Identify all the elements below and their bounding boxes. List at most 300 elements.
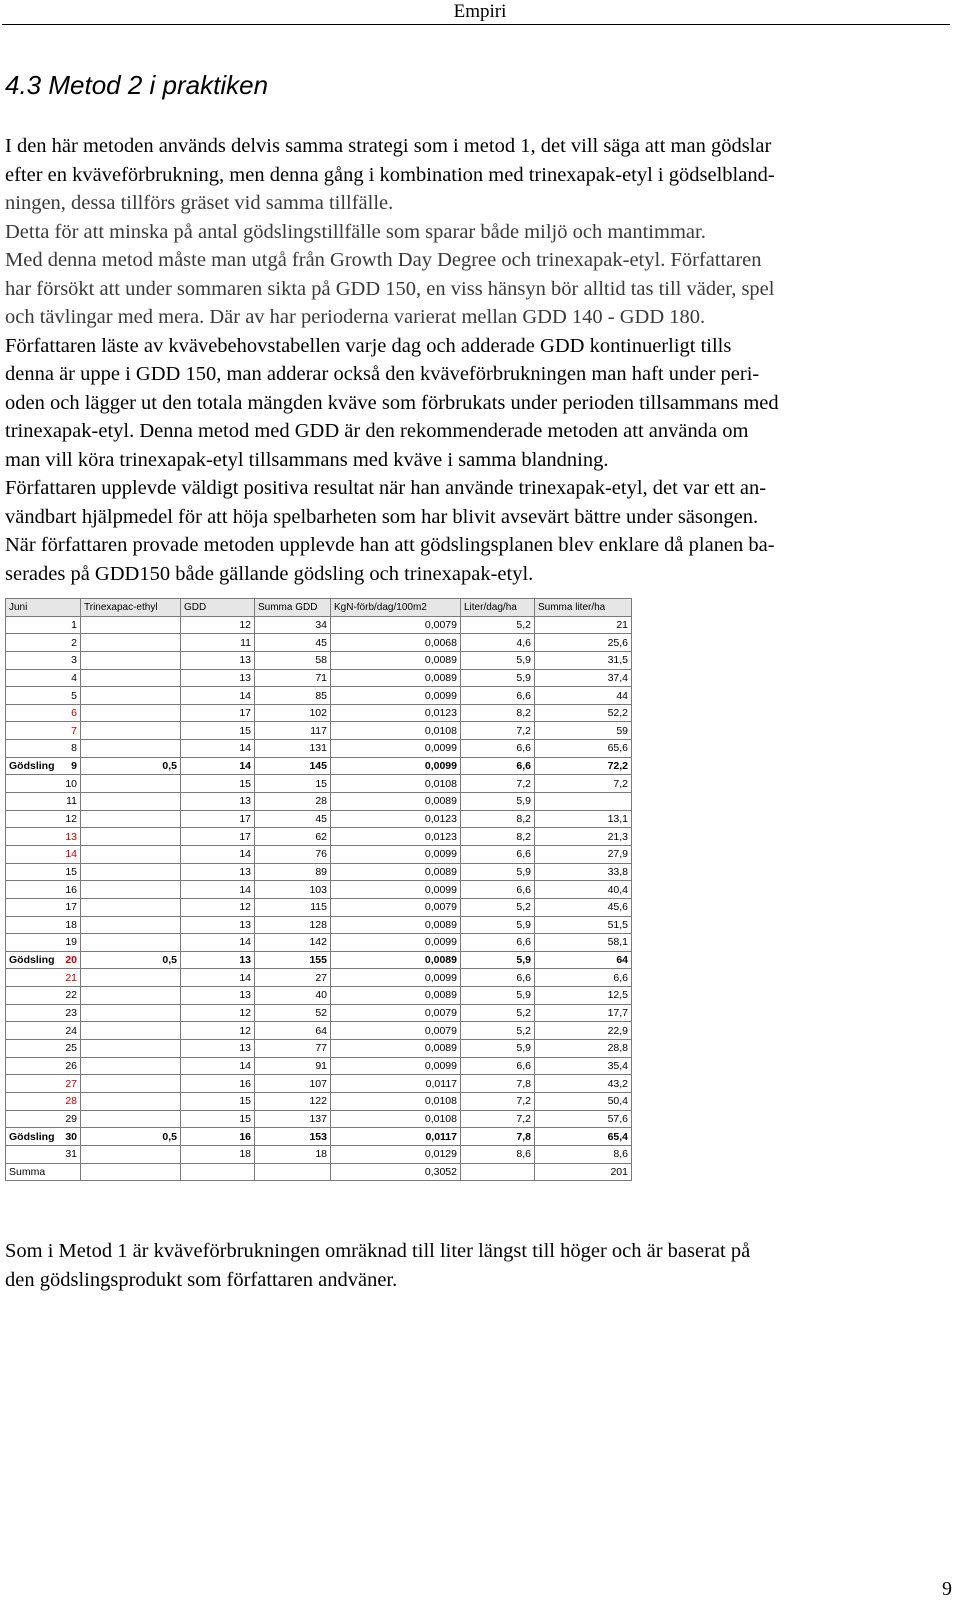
table-row: [6, 651, 632, 669]
day-cell: [6, 810, 81, 828]
day-number: 14: [65, 848, 77, 861]
summa-liter-cell: [535, 793, 632, 811]
day-cell: [6, 916, 81, 934]
gdd-cell: 14: [181, 845, 255, 863]
column-header: Summa GDD: [255, 599, 331, 617]
summary-row: [6, 1163, 632, 1181]
text-line: Författaren läste av kvävebehovstabellen varje dag och adderade GDD kontinuerligt tills: [5, 334, 732, 357]
summa-liter-cell: 58,1: [535, 934, 632, 952]
day-number: 2: [71, 636, 77, 649]
day-number: 30: [65, 1130, 77, 1143]
trinexapac-cell: [81, 934, 181, 952]
kgn-cell: 0,0089: [331, 951, 461, 969]
table-row: [6, 1092, 632, 1110]
day-number: 16: [65, 883, 77, 896]
day-cell: [6, 1022, 81, 1040]
day-number: 23: [65, 1007, 77, 1020]
gdd-cell: 11: [181, 634, 255, 652]
trinexapac-cell: [81, 1004, 181, 1022]
table-row: [6, 793, 632, 811]
liter-cell: 5,9: [461, 916, 535, 934]
day-number: 12: [65, 813, 77, 825]
trinexapac-cell: 0,5: [81, 1128, 181, 1146]
text-line: vändbart hjälpmedel för att höja spelbarheten som har blivit avsevärt bättre under säsongen.: [5, 505, 759, 528]
day-cell: [6, 775, 81, 793]
day-number: 20: [65, 954, 77, 967]
summa-liter-cell: 65,4: [535, 1128, 632, 1146]
table-row: [6, 775, 632, 793]
gdd-cell: 15: [181, 1092, 255, 1110]
summary-cell: 201: [535, 1163, 632, 1181]
day-cell: [6, 722, 81, 740]
trinexapac-cell: [81, 616, 181, 634]
method-description-paragraph: [5, 132, 955, 588]
page-number: 9: [942, 1578, 952, 1600]
summa-liter-cell: 50,4: [535, 1092, 632, 1110]
kgn-cell: 0,0099: [331, 740, 461, 758]
summa-gdd-cell: 142: [255, 934, 331, 952]
day-cell: [6, 1057, 81, 1075]
summa-gdd-cell: 45: [255, 810, 331, 828]
liter-cell: 7,2: [461, 1092, 535, 1110]
section-heading: 4.3 Metod 2 i praktiken: [5, 70, 269, 100]
trinexapac-cell: 0,5: [81, 757, 181, 775]
table-row: [6, 704, 632, 722]
liter-cell: 7,8: [461, 1075, 535, 1093]
trinexapac-cell: [81, 634, 181, 652]
gdd-cell: 14: [181, 881, 255, 899]
gdd-cell: 13: [181, 793, 255, 811]
summa-liter-cell: 45,6: [535, 898, 632, 916]
kgn-cell: 0,0099: [331, 845, 461, 863]
summa-liter-cell: 21,3: [535, 828, 632, 846]
table-row: [6, 987, 632, 1005]
liter-cell: 5,9: [461, 863, 535, 881]
table-row: [6, 863, 632, 881]
trinexapac-cell: [81, 863, 181, 881]
day-number: 29: [65, 1112, 77, 1125]
summa-gdd-cell: 85: [255, 687, 331, 705]
kgn-cell: 0,0123: [331, 810, 461, 828]
fertilization-table: [5, 598, 632, 1181]
kgn-cell: 0,0089: [331, 793, 461, 811]
table-row: [6, 1004, 632, 1022]
gdd-cell: 15: [181, 1110, 255, 1128]
day-number: 5: [71, 689, 77, 702]
summa-gdd-cell: 102: [255, 704, 331, 722]
liter-cell: 6,6: [461, 934, 535, 952]
kgn-cell: 0,0108: [331, 1110, 461, 1128]
trinexapac-cell: [81, 740, 181, 758]
kgn-cell: 0,0099: [331, 757, 461, 775]
day-number: 22: [65, 989, 77, 1002]
column-header: GDD: [181, 599, 255, 617]
day-cell: [6, 845, 81, 863]
liter-cell: 8,2: [461, 704, 535, 722]
summa-liter-cell: 12,5: [535, 987, 632, 1005]
trinexapac-cell: [81, 651, 181, 669]
liter-cell: 5,9: [461, 987, 535, 1005]
day-cell: [6, 1110, 81, 1128]
text-line: den gödslingsprodukt som författaren andväner.: [5, 1268, 398, 1291]
summa-liter-cell: 64: [535, 951, 632, 969]
trinexapac-cell: [81, 1145, 181, 1163]
summa-gdd-cell: 71: [255, 669, 331, 687]
gdd-cell: 13: [181, 987, 255, 1005]
summa-liter-cell: 31,5: [535, 651, 632, 669]
day-number: 10: [65, 777, 77, 790]
trinexapac-cell: [81, 1092, 181, 1110]
gdd-cell: 13: [181, 651, 255, 669]
gdd-cell: 16: [181, 1075, 255, 1093]
summa-liter-cell: 8,6: [535, 1145, 632, 1163]
text-line: efter en kväveförbrukning, men denna gång i kombination med trinexapak-etyl i gödselbland-: [5, 163, 775, 186]
summa-gdd-cell: 62: [255, 828, 331, 846]
summa-liter-cell: 51,5: [535, 916, 632, 934]
kgn-cell: 0,0099: [331, 881, 461, 899]
day-cell: [6, 740, 81, 758]
gdd-cell: 13: [181, 1040, 255, 1058]
gdd-cell: 13: [181, 863, 255, 881]
trinexapac-cell: [81, 1040, 181, 1058]
trinexapac-cell: [81, 1075, 181, 1093]
kgn-cell: 0,0108: [331, 722, 461, 740]
kgn-cell: 0,0079: [331, 616, 461, 634]
liter-cell: 5,9: [461, 651, 535, 669]
gdd-cell: 12: [181, 616, 255, 634]
kgn-cell: 0,0079: [331, 898, 461, 916]
kgn-cell: 0,0108: [331, 1092, 461, 1110]
text-line: Som i Metod 1 är kväveförbrukningen omräknad till liter längst till höger och är baserat på: [5, 1240, 751, 1262]
kgn-cell: 0,0117: [331, 1128, 461, 1146]
table-row: [6, 898, 632, 916]
column-header: Trinexapac-ethyl: [81, 599, 181, 617]
text-line: trinexapak-etyl. Denna metod med GDD är den rekommenderade metoden att använda om: [5, 420, 749, 442]
trinexapac-cell: [81, 916, 181, 934]
day-number: 11: [66, 795, 77, 808]
gdd-cell: 17: [181, 828, 255, 846]
summa-liter-cell: 28,8: [535, 1040, 632, 1058]
liter-cell: 6,6: [461, 969, 535, 987]
summa-gdd-cell: 122: [255, 1092, 331, 1110]
summa-liter-cell: 65,6: [535, 740, 632, 758]
column-header: Liter/dag/ha: [461, 599, 535, 617]
day-cell: [6, 898, 81, 916]
day-cell: [6, 987, 81, 1005]
summa-liter-cell: 59: [535, 722, 632, 740]
day-number: 18: [65, 918, 77, 931]
text-line: Med denna metod måste man utgå från Growth Day Degree och trinexapak-etyl. Författaren: [5, 249, 762, 271]
day-cell: [6, 881, 81, 899]
table-row: [6, 1057, 632, 1075]
day-number: 27: [65, 1077, 77, 1090]
day-number: 31: [65, 1148, 77, 1161]
summa-gdd-cell: 28: [255, 793, 331, 811]
summa-liter-cell: 72,2: [535, 757, 632, 775]
text-line: Detta för att minska på antal gödslingstillfälle som sparar både miljö och mantimmar.: [5, 220, 706, 243]
day-number: 28: [65, 1095, 77, 1108]
liter-cell: 6,6: [461, 757, 535, 775]
day-number: 9: [71, 760, 77, 773]
table-row: [6, 687, 632, 705]
liter-cell: 7,8: [461, 1128, 535, 1146]
kgn-cell: 0,0099: [331, 969, 461, 987]
gdd-cell: 13: [181, 669, 255, 687]
summa-liter-cell: 40,4: [535, 881, 632, 899]
summa-gdd-cell: 40: [255, 987, 331, 1005]
gdd-cell: 15: [181, 722, 255, 740]
text-line: När författaren provade metoden upplevde han att gödslingsplanen blev enklare då planen ba-: [5, 534, 775, 556]
day-cell: [6, 687, 81, 705]
kgn-cell: 0,0089: [331, 651, 461, 669]
liter-cell: 4,6: [461, 634, 535, 652]
liter-cell: 7,2: [461, 1110, 535, 1128]
kgn-cell: 0,0079: [331, 1004, 461, 1022]
kgn-cell: 0,0117: [331, 1075, 461, 1093]
kgn-cell: 0,0089: [331, 987, 461, 1005]
summa-gdd-cell: 137: [255, 1110, 331, 1128]
gdd-cell: 16: [181, 1128, 255, 1146]
day-cell: [6, 1145, 81, 1163]
kgn-cell: 0,0089: [331, 1040, 461, 1058]
summa-liter-cell: 27,9: [535, 845, 632, 863]
day-cell: [6, 863, 81, 881]
summa-gdd-cell: 103: [255, 881, 331, 899]
liter-cell: 5,9: [461, 951, 535, 969]
day-number: 13: [65, 830, 77, 843]
text-line: man vill köra trinexapak-etyl tillsammans med kväve i samma blandning.: [5, 448, 609, 471]
table-row: [6, 916, 632, 934]
gdd-cell: 13: [181, 916, 255, 934]
day-cell: [6, 828, 81, 846]
summa-gdd-cell: 115: [255, 898, 331, 916]
trinexapac-cell: [81, 704, 181, 722]
liter-cell: 5,2: [461, 1004, 535, 1022]
table-row: [6, 934, 632, 952]
kgn-cell: 0,0089: [331, 916, 461, 934]
trinexapac-cell: [81, 828, 181, 846]
trinexapac-cell: [81, 969, 181, 987]
summa-gdd-cell: 117: [255, 722, 331, 740]
table-row: [6, 669, 632, 687]
table-row: [6, 810, 632, 828]
gdd-cell: 14: [181, 740, 255, 758]
day-cell: [6, 651, 81, 669]
liter-cell: 6,6: [461, 881, 535, 899]
liter-cell: 6,6: [461, 1057, 535, 1075]
table-row: [6, 828, 632, 846]
summa-liter-cell: 35,4: [535, 1057, 632, 1075]
kgn-cell: 0,0089: [331, 863, 461, 881]
gdd-cell: 15: [181, 775, 255, 793]
table-row: [6, 1075, 632, 1093]
liter-cell: 8,6: [461, 1145, 535, 1163]
column-header: Juni: [6, 599, 81, 617]
liter-cell: 5,2: [461, 898, 535, 916]
summa-liter-cell: 44: [535, 687, 632, 705]
gdd-cell: 14: [181, 969, 255, 987]
summa-liter-cell: 33,8: [535, 863, 632, 881]
trinexapac-cell: [81, 898, 181, 916]
gdd-cell: 17: [181, 810, 255, 828]
liter-cell: 5,9: [461, 1040, 535, 1058]
trinexapac-cell: [81, 1110, 181, 1128]
summa-gdd-cell: 77: [255, 1040, 331, 1058]
table-row: [6, 1022, 632, 1040]
day-number: 4: [71, 671, 77, 684]
header-rule: [2, 24, 950, 25]
day-number: 24: [65, 1024, 77, 1037]
trinexapac-cell: [81, 987, 181, 1005]
text-line: och tävlingar med mera. Där av har perioderna varierat mellan GDD 140 - GDD 180.: [5, 306, 706, 328]
summa-gdd-cell: 155: [255, 951, 331, 969]
summa-liter-cell: 6,6: [535, 969, 632, 987]
kgn-cell: 0,0099: [331, 687, 461, 705]
summa-gdd-cell: 107: [255, 1075, 331, 1093]
trinexapac-cell: 0,5: [81, 951, 181, 969]
trinexapac-cell: [81, 881, 181, 899]
liter-cell: 5,2: [461, 616, 535, 634]
text-line: har försökt att under sommaren sikta på GDD 150, en viss hänsyn bör alltid tas till väder, spel: [5, 277, 775, 300]
day-cell: [6, 951, 81, 969]
summa-gdd-cell: 34: [255, 616, 331, 634]
day-cell: [6, 1004, 81, 1022]
trinexapac-cell: [81, 669, 181, 687]
trinexapac-cell: [81, 1057, 181, 1075]
day-cell: [6, 669, 81, 687]
table-row: [6, 757, 632, 775]
table-row: [6, 881, 632, 899]
summa-liter-cell: 37,4: [535, 669, 632, 687]
liter-cell: 6,6: [461, 740, 535, 758]
table-row: [6, 1040, 632, 1058]
trinexapac-cell: [81, 722, 181, 740]
gdd-cell: 14: [181, 757, 255, 775]
summa-liter-cell: 52,2: [535, 704, 632, 722]
summa-liter-cell: 43,2: [535, 1075, 632, 1093]
day-number: 17: [65, 901, 77, 914]
day-number: 3: [71, 654, 77, 667]
summa-liter-cell: 13,1: [535, 810, 632, 828]
summa-gdd-cell: 89: [255, 863, 331, 881]
table-row: [6, 740, 632, 758]
liter-cell: 5,9: [461, 793, 535, 811]
trinexapac-cell: [81, 687, 181, 705]
liter-cell: 8,2: [461, 810, 535, 828]
gdd-cell: 12: [181, 1022, 255, 1040]
kgn-cell: 0,0108: [331, 775, 461, 793]
row-label: Gödsling: [9, 1130, 55, 1143]
text-line: oden och lägger ut den totala mängden kväve som förbrukats under perioden tillsammans med: [5, 391, 779, 414]
day-number: 15: [65, 865, 77, 878]
kgn-cell: 0,0068: [331, 634, 461, 652]
liter-cell: 5,2: [461, 1022, 535, 1040]
summary-cell: [81, 1163, 181, 1181]
summa-liter-cell: 21: [535, 616, 632, 634]
day-cell: [6, 934, 81, 952]
summa-liter-cell: 25,6: [535, 634, 632, 652]
summa-liter-cell: 17,7: [535, 1004, 632, 1022]
day-number: 1: [71, 618, 77, 631]
liter-cell: 6,6: [461, 845, 535, 863]
table-row: [6, 616, 632, 634]
trinexapac-cell: [81, 775, 181, 793]
day-number: 19: [65, 936, 77, 949]
kgn-cell: 0,0123: [331, 828, 461, 846]
day-cell: [6, 757, 81, 775]
summa-gdd-cell: 52: [255, 1004, 331, 1022]
day-cell: [6, 616, 81, 634]
summa-gdd-cell: 58: [255, 651, 331, 669]
summa-gdd-cell: 15: [255, 775, 331, 793]
table-row: [6, 1145, 632, 1163]
summa-liter-cell: 22,9: [535, 1022, 632, 1040]
liter-cell: 8,2: [461, 828, 535, 846]
table-row: [6, 951, 632, 969]
gdd-cell: 12: [181, 1004, 255, 1022]
liter-cell: 7,2: [461, 722, 535, 740]
table-row: [6, 722, 632, 740]
text-line: Författaren upplevde väldigt positiva resultat när han använde trinexapak-etyl, det var ett an-: [5, 477, 767, 499]
summa-gdd-cell: 145: [255, 757, 331, 775]
gdd-cell: 12: [181, 898, 255, 916]
gdd-cell: 17: [181, 704, 255, 722]
day-number: 21: [65, 971, 77, 984]
summary-cell: [461, 1163, 535, 1181]
summary-cell: 0,3052: [331, 1163, 461, 1181]
kgn-cell: 0,0079: [331, 1022, 461, 1040]
summa-gdd-cell: 45: [255, 634, 331, 652]
day-number: 8: [71, 742, 77, 755]
row-label: Gödsling: [9, 954, 55, 967]
page-header: [0, 0, 960, 26]
table-row: [6, 1110, 632, 1128]
table-header-row: [6, 599, 632, 617]
header-title: Empiri: [453, 1, 507, 22]
kgn-cell: 0,0129: [331, 1145, 461, 1163]
table-row: [6, 969, 632, 987]
summa-gdd-cell: 27: [255, 969, 331, 987]
liter-cell: 6,6: [461, 687, 535, 705]
day-cell: [6, 1092, 81, 1110]
summary-label: Summa: [6, 1163, 81, 1181]
trinexapac-cell: [81, 845, 181, 863]
summary-cell: [181, 1163, 255, 1181]
summa-liter-cell: 57,6: [535, 1110, 632, 1128]
day-cell: [6, 634, 81, 652]
row-label: Gödsling: [9, 760, 55, 773]
gdd-cell: 14: [181, 1057, 255, 1075]
summa-gdd-cell: 153: [255, 1128, 331, 1146]
gdd-cell: 13: [181, 951, 255, 969]
table-row: [6, 1128, 632, 1146]
summa-gdd-cell: 128: [255, 916, 331, 934]
summa-gdd-cell: 18: [255, 1145, 331, 1163]
day-number: 6: [71, 707, 77, 720]
kgn-cell: 0,0099: [331, 934, 461, 952]
day-cell: [6, 704, 81, 722]
table-row: [6, 634, 632, 652]
text-line: denna är uppe i GDD 150, man adderar också den kväveförbrukningen man haft under peri-: [5, 363, 760, 385]
kgn-cell: 0,0099: [331, 1057, 461, 1075]
text-line: ningen, dessa tillförs gräset vid samma tillfälle.: [5, 192, 394, 214]
day-cell: [6, 969, 81, 987]
text-line: serades på GDD150 både gällande gödsling och trinexapak-etyl.: [5, 562, 534, 585]
gdd-cell: 14: [181, 687, 255, 705]
liter-cell: 5,9: [461, 669, 535, 687]
day-number: 26: [65, 1059, 77, 1072]
day-cell: [6, 1075, 81, 1093]
